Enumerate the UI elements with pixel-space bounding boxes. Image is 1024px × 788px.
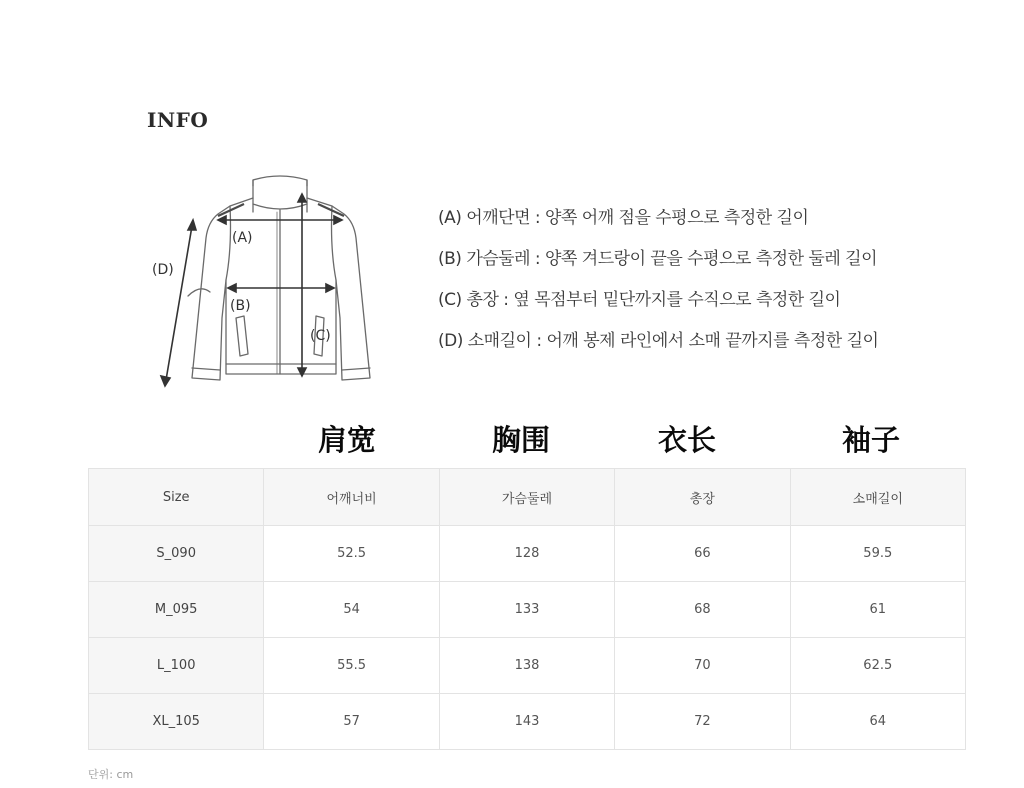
label-b: (B) [230, 298, 251, 314]
measurement-legend [438, 203, 878, 367]
size-table [88, 468, 966, 750]
annotation-chest: 胸围 [492, 423, 551, 457]
table-row [89, 582, 966, 638]
table-cell: 61 [790, 582, 965, 638]
size-cell: M_095 [89, 582, 264, 638]
table-cell: 59.5 [790, 526, 965, 582]
table-cell: 138 [439, 638, 614, 694]
header-sleeve: 소매길이 [790, 469, 965, 526]
legend-line-b: (B) 가슴둘레 : 양쪽 겨드랑이 끝을 수평으로 측정한 둘레 길이 [438, 249, 877, 269]
header-length: 총장 [615, 469, 790, 526]
size-cell: L_100 [89, 638, 264, 694]
header-size: Size [89, 469, 264, 526]
table-cell: 68 [615, 582, 790, 638]
table-cell: 128 [439, 526, 614, 582]
header-shoulder: 어깨너비 [264, 469, 439, 526]
size-cell: S_090 [89, 526, 264, 582]
table-cell: 143 [439, 694, 614, 750]
table-cell: 64 [790, 694, 965, 750]
table-cell: 57 [264, 694, 439, 750]
jacket-diagram [140, 168, 400, 398]
table-cell: 133 [439, 582, 614, 638]
label-d: (D) [152, 262, 174, 278]
size-cell: XL_105 [89, 694, 264, 750]
table-cell: 66 [615, 526, 790, 582]
table-row [89, 694, 966, 750]
legend-line-a: (A) 어깨단면 : 양쪽 어깨 점을 수평으로 측정한 길이 [438, 208, 809, 228]
annotation-sleeve: 袖子 [842, 423, 901, 457]
table-cell: 62.5 [790, 638, 965, 694]
table-cell: 54 [264, 582, 439, 638]
table-header-row [89, 469, 966, 526]
unit-note: 단위: cm [88, 768, 134, 781]
table-cell: 52.5 [264, 526, 439, 582]
info-title: INFO [147, 108, 209, 132]
label-c: (C) [310, 328, 331, 344]
table-cell: 70 [615, 638, 790, 694]
annotation-length: 衣长 [658, 423, 717, 457]
table-cell: 72 [615, 694, 790, 750]
legend-line-d: (D) 소매길이 : 어깨 봉제 라인에서 소매 끝까지를 측정한 길이 [438, 331, 879, 351]
table-cell: 55.5 [264, 638, 439, 694]
table-row [89, 638, 966, 694]
header-chest: 가슴둘레 [439, 469, 614, 526]
legend-line-c: (C) 총장 : 옆 목점부터 밑단까지를 수직으로 측정한 길이 [438, 290, 841, 310]
annotation-shoulder: 肩宽 [318, 423, 377, 457]
table-row [89, 526, 966, 582]
label-a: (A) [232, 230, 253, 246]
